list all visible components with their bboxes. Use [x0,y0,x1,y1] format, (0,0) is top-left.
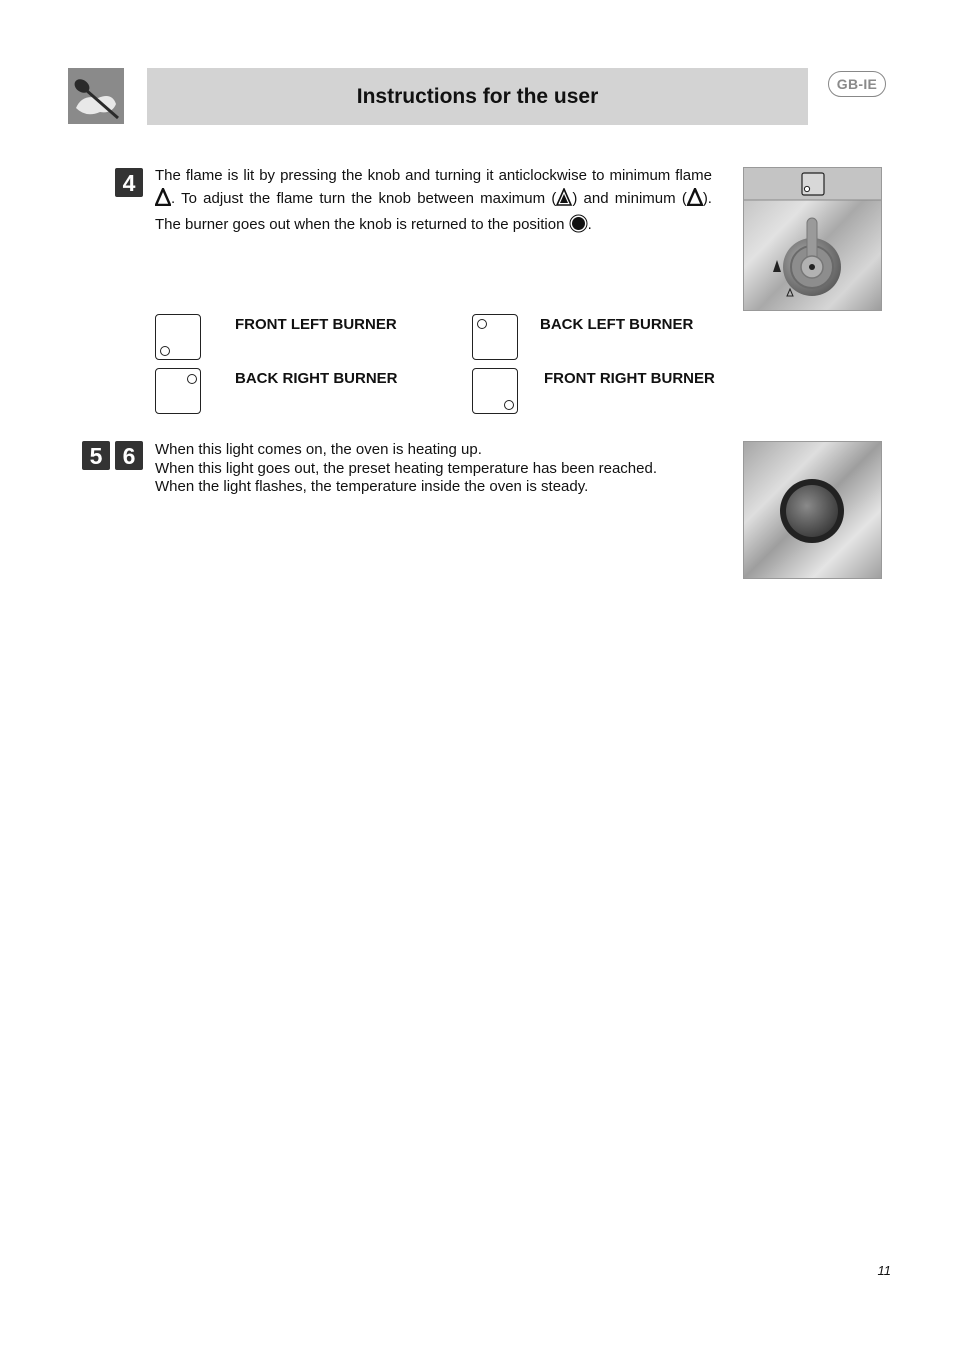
step-badge-4: 4 [115,168,143,197]
spoon-and-chef-hat-icon [68,68,124,124]
page-number: 11 [877,1263,891,1278]
light-line-3: When the light flashes, the temperature inside the oven is steady. [155,478,589,495]
instruction-text-4: ). The burner goes out when the knob is returned to the position [155,190,712,233]
off-position-icon [569,214,588,240]
indicator-light-illustration [744,442,881,578]
max-flame-icon [556,188,572,213]
burner-label-back-right: BACK RIGHT BURNER [235,370,398,387]
page-title: Instructions for the user [356,85,599,108]
back-right-burner-icon [155,368,201,414]
oven-light-image [743,441,882,579]
flame-instructions [155,164,712,240]
burner-label-back-left: BACK LEFT BURNER [540,316,694,333]
front-left-burner-icon [155,314,201,360]
light-line-2: When this light goes out, the preset heating temperature has been reached. [155,459,657,477]
light-line-1: When this light comes on, the oven is heating up. [155,441,482,458]
instruction-text-5: . [587,216,592,233]
oven-light-description [155,441,657,497]
burner-label-front-left: FRONT LEFT BURNER [235,316,397,333]
instruction-text-2: . To adjust the flame turn the knob between maximum ( [171,190,557,207]
step-badge-6: 6 [115,441,143,470]
knob-panel-image [743,167,882,311]
burner-label-front-right: FRONT RIGHT BURNER [544,370,715,387]
knob-illustration [744,168,881,310]
instruction-text-1: The flame is lit by pressing the knob and turning it anticlockwise to minimum flame [155,167,712,184]
back-left-burner-icon [472,314,518,360]
min-flame-icon [155,188,171,213]
step-badge-5: 5 [82,441,110,470]
front-right-burner-icon [472,368,518,414]
brand-logo [68,68,124,124]
header-bar [147,68,808,125]
instruction-text-3: ) and minimum ( [572,190,687,207]
min-flame-icon [687,188,703,213]
language-badge: GB-IE [828,71,886,97]
